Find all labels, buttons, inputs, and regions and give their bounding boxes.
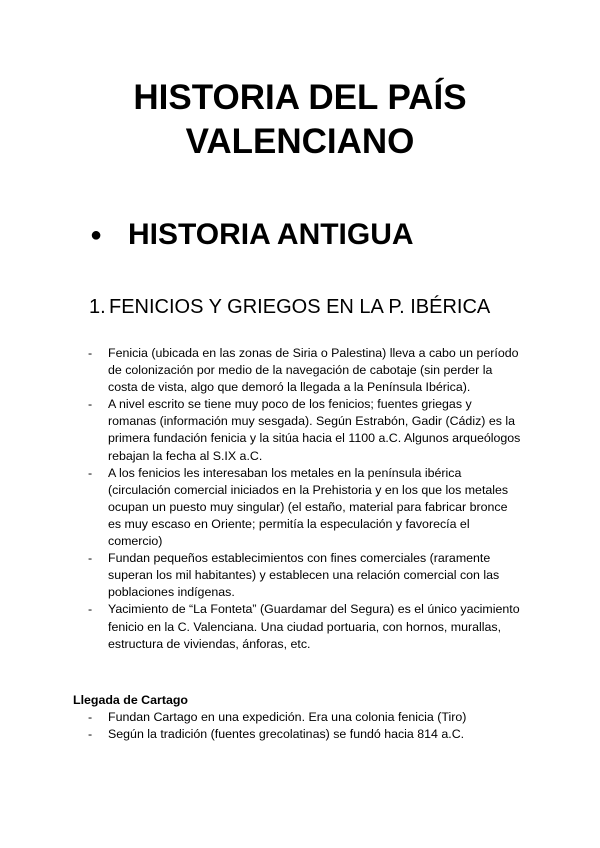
list-item [0,601,600,652]
list-item-text: Fundan Cartago en una expedición. Era una colonia fenicia (Tiro) [108,710,467,724]
dash-marker: - [88,465,93,480]
list-item [0,396,600,464]
cartago-list [0,709,600,743]
list-item [0,726,600,743]
document-title [0,76,600,164]
list-item [0,709,600,726]
dash-marker: - [88,710,93,724]
dash-marker: - [88,397,93,412]
list-item-text: Fenicia (ubicada en las zonas de Siria o Palestina) lleva a cabo un período de colonización por medio de la navegación de cabotaje (sin perder la costa de vista, algo que demoró la llegada a la Península Ibérica). [108,346,519,395]
list-item [0,465,600,550]
list-item [0,345,600,396]
title-line-1: HISTORIA DEL PAÍS [133,78,467,117]
list-item-text: Según la tradición (fuentes grecolatinas) se fundó hacia 814 a.C. [108,727,465,742]
section-heading: HISTORIA ANTIGUA [128,218,414,251]
bullet-icon: ● [90,224,103,246]
dash-marker: - [88,602,93,617]
section-heading-row [90,213,414,257]
subsection-heading [89,294,490,320]
list-item-text: Fundan pequeños establecimientos con fines comerciales (raramente superan los mil habitantes) y establecen una relación comercial con las poblaciones indígenas. [108,551,500,600]
list-item-text: A los fenicios les interesaban los metales en la península ibérica (circulación comercial iniciados en la Prehistoria y en los que los metales ocupan un puesto muy singular) (el estaño, material para fabricar bronce es muy escaso en Oriente; permitía la especulación y favorecía el comercio) [108,465,509,549]
dash-marker: - [88,727,93,742]
title-line-2: VALENCIANO [185,122,415,161]
cartago-heading: Llegada de Cartago [73,693,188,707]
subsection-heading-text: FENICIOS Y GRIEGOS EN LA P. IBÉRICA [109,296,491,318]
dash-marker: - [88,551,93,566]
subsection-number: 1. [89,296,106,318]
list-item-text: A nivel escrito se tiene muy poco de los fenicios; fuentes griegas y romanas (información muy sesgada). Según Estrabón, Gadir (Cádiz) es la primera fundación fenicia y la sitúa hacia el 1100 a.C. Algunos arqueólogos rebajan la fecha al S.IX a.C. [108,397,521,463]
list-item [0,550,600,601]
fenicios-list [0,345,600,653]
list-item-text: Yacimiento de “La Fonteta” (Guardamar del Segura) es el único yacimiento fenicio en la C. Valenciana. Una ciudad portuaria, con hornos, murallas, estructura de viviendas, ánforas, etc. [108,602,520,651]
dash-marker: - [88,346,93,360]
